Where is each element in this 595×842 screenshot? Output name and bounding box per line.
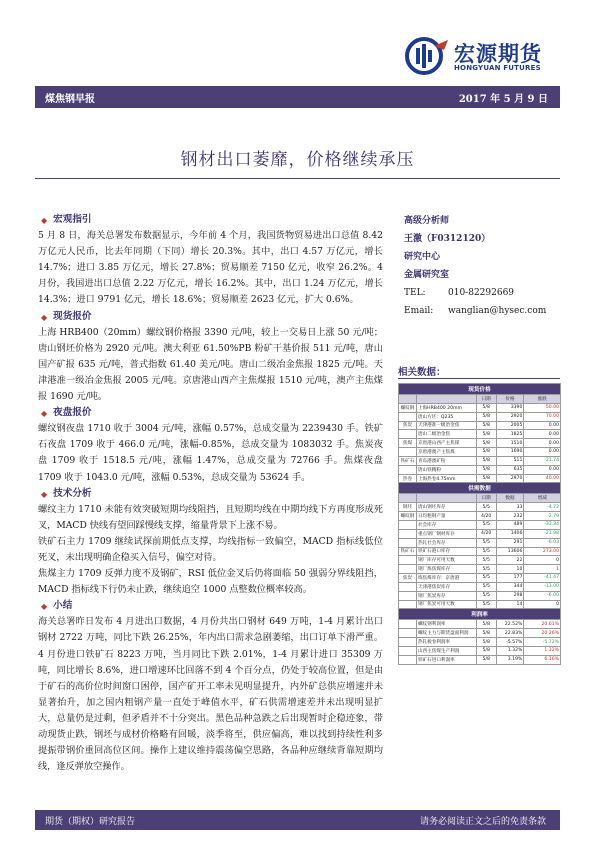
row-category xyxy=(399,565,417,574)
row-change: 20.26% xyxy=(524,629,561,638)
row-value: 291 xyxy=(496,538,524,547)
row-value: 1406 xyxy=(496,529,524,538)
table-row xyxy=(399,646,561,655)
section-head: ◆ 小结 xyxy=(38,598,383,614)
section-paragraph: 5 月 8 日，海关总署发布数据显示，今年前 4 个月，我国货物贸易进出口总值 8.42 万亿元人民币，比去年同期（下同）增长 20.3%。其中，出口 4.57 万亿元，增长 14.7%；进口 3.85 万亿元，增长 27.8%；贸易顺差 7150 亿元，收窄 26.2%。4 月份，我国进出口总值 2.22 万亿元，增长 16.2%。其中，出口 1.24 万亿元，增长 14.3%；进口 9791 亿元，增长 18.6%；贸易顺差 2623 亿元，扩大 0.6%。 xyxy=(38,230,383,306)
table-row xyxy=(399,582,561,591)
section-paragraph: 铁矿石主力 1709 继续试探前期低点支撑，均线指标一致偏空，MACD 指标线低位死叉，未出现明确企稳买入信号，偏空对待。 xyxy=(38,535,383,563)
row-value: 22.83% xyxy=(496,629,524,638)
row-change: 0.00 xyxy=(524,465,561,474)
row-category xyxy=(399,556,417,565)
related-data-heading: 相关数据： xyxy=(398,367,446,378)
footer-disclaimer: 请务必阅读正文之后的免责条款 xyxy=(419,817,546,827)
table-row xyxy=(399,529,561,538)
row-value: 1510 xyxy=(496,439,524,448)
table-row xyxy=(399,448,561,457)
analyst-tel: TEL: 010-82292669 xyxy=(404,288,515,298)
row-category: 焦煤 xyxy=(399,439,417,448)
row-category xyxy=(399,412,417,421)
row-change: 50.00 xyxy=(524,403,561,412)
table-row xyxy=(399,547,561,556)
row-change: -41.47 xyxy=(524,574,561,583)
row-change: 40.00 xyxy=(524,474,561,483)
table-row xyxy=(399,556,561,565)
table-column-header xyxy=(399,395,561,404)
column-header-cell: 数据 xyxy=(496,494,524,503)
row-value: 14 xyxy=(496,600,524,609)
row-change: -6.03 xyxy=(524,538,561,547)
row-date: 5/5 xyxy=(476,503,496,512)
column-header-cell: 日期 xyxy=(476,395,496,404)
row-category xyxy=(399,629,417,638)
row-category xyxy=(399,529,417,538)
row-value: -5.57% xyxy=(496,638,524,647)
row-item: 热轧板卷利润率 xyxy=(416,638,476,647)
table-row xyxy=(399,474,561,483)
row-value: 3.19% xyxy=(496,655,524,664)
row-item: 钢厂焦炭库存 xyxy=(416,591,476,600)
row-date: 5/8 xyxy=(476,421,496,430)
row-change: 20.61% xyxy=(524,620,561,629)
row-item: 青岛港澳矿粉 xyxy=(416,456,476,465)
row-value: 489 xyxy=(496,520,524,529)
row-item: 日均粗钢产量 xyxy=(416,512,476,521)
title-divider xyxy=(35,178,560,179)
row-date: 5/8 xyxy=(476,629,496,638)
row-item: 京唐港山西产主焦煤 xyxy=(416,439,476,448)
table-row xyxy=(399,655,561,664)
row-value: 177 xyxy=(496,574,524,583)
report-title: 钢材出口萎靡，价格继续承压 xyxy=(180,150,415,170)
row-date: 4/20 xyxy=(476,512,496,521)
row-value: 1825 xyxy=(496,430,524,439)
row-change: 0 xyxy=(524,556,561,565)
column-header-cell: 日期 xyxy=(476,494,496,503)
section-paragraph: 焦煤主力 1709 反弹力度不及钢矿，RSI 低位金叉后仍将面临 50 强弱分界线阻挡，MACD 指标线下行仍未止跌，继续追空 1000 点整数位概率较高。 xyxy=(38,568,383,596)
row-change: 0.00 xyxy=(524,430,561,439)
row-change: 1.32% xyxy=(524,646,561,655)
row-value: 33 xyxy=(496,503,524,512)
analyst-email[interactable]: Email: wanglian@hysec.com xyxy=(404,306,547,316)
section-head: ◆ 现货报价 xyxy=(38,309,383,325)
section-paragraph: 螺纹主力 1710 未能有效突破短期均线阻挡，且短期均线在中期均线下方再度形成死叉，MACD 快线有望回踩慢线支撑，缩量背景下上涨不易。 xyxy=(38,503,383,531)
section-head: ◆ 技术分析 xyxy=(38,486,383,502)
row-date: 5/8 xyxy=(476,448,496,457)
row-change: 70.00 xyxy=(524,412,561,421)
main-content xyxy=(38,212,383,775)
row-change: 6.16% xyxy=(524,655,561,664)
table-row xyxy=(399,503,561,512)
table-section-title: 现货价格 xyxy=(399,384,561,395)
table-section-title: 供需数据 xyxy=(399,483,561,494)
diamond-bullet-icon: ◆ xyxy=(41,311,48,322)
report-date: 2017 年 5 月 9 日 xyxy=(458,94,548,105)
row-value: 10 xyxy=(496,565,524,574)
row-item: 钢厂焦炭可用天数 xyxy=(416,600,476,609)
row-item: 螺纹钢利润率 xyxy=(416,620,476,629)
row-item: 唐山方坯：Q235 xyxy=(416,412,476,421)
row-category xyxy=(399,638,417,647)
row-category: 热卷 xyxy=(399,474,417,483)
column-header-cell: 涨跌 xyxy=(524,395,561,404)
row-value: 344 xyxy=(496,582,524,591)
row-date: 5/8 xyxy=(476,465,496,474)
row-date: 5/5 xyxy=(476,600,496,609)
row-item: 炼焦煤库存：京唐港 xyxy=(416,574,476,583)
section-head: ◆ 宏观指引 xyxy=(38,212,383,228)
row-category xyxy=(399,646,417,655)
row-value: 3390 xyxy=(496,403,524,412)
diamond-bullet-icon: ◆ xyxy=(41,408,48,419)
column-header-cell: 增减 xyxy=(524,494,561,503)
row-category: 铁矿石 xyxy=(399,547,417,556)
row-value: 22.52% xyxy=(496,620,524,629)
row-change: -21.98 xyxy=(524,529,561,538)
column-header-cell xyxy=(399,395,417,404)
table-row xyxy=(399,591,561,600)
footer-band xyxy=(35,810,560,830)
logo-name-cn: 宏源期货 xyxy=(454,42,542,66)
row-item: 京唐港澳产主焦煤 xyxy=(416,448,476,457)
row-value: 2970 xyxy=(496,474,524,483)
row-value: 13606 xyxy=(496,547,524,556)
row-date: 5/5 xyxy=(476,565,496,574)
row-category xyxy=(399,620,417,629)
row-date: 5/8 xyxy=(476,646,496,655)
analyst-subdept: 金属研究室 xyxy=(404,270,450,280)
row-category xyxy=(399,591,417,600)
table-row xyxy=(399,512,561,521)
row-value: 22 xyxy=(496,556,524,565)
row-value: 298 xyxy=(496,591,524,600)
row-item: 山西主焦煤生产利润 xyxy=(416,646,476,655)
diamond-bullet-icon: ◆ xyxy=(41,601,48,612)
row-item: 天津港焦炭库存 xyxy=(416,582,476,591)
row-item: 螺纹主力与期货盘面利润 xyxy=(416,629,476,638)
row-item: 唐山铁精粉 xyxy=(416,465,476,474)
row-date: 5/5 xyxy=(476,591,496,600)
row-change: -2.79 xyxy=(524,512,561,521)
row-value: 1690 xyxy=(496,448,524,457)
row-change: -4.72 xyxy=(524,503,561,512)
row-category xyxy=(399,465,417,474)
table-row xyxy=(399,412,561,421)
row-date: 5/8 xyxy=(476,439,496,448)
row-item: 唐山二级冶金焦 xyxy=(416,430,476,439)
row-date: 5/8 xyxy=(476,456,496,465)
report-type: 煤焦钢早报 xyxy=(45,94,95,105)
row-item: 唐山钢坯库存 xyxy=(416,503,476,512)
row-change: 0.00 xyxy=(524,439,561,448)
row-date: 5/5 xyxy=(476,538,496,547)
logo-mark-icon xyxy=(404,36,450,76)
row-category xyxy=(399,582,417,591)
table-row xyxy=(399,465,561,474)
row-item: 铁矿石进口利润率 xyxy=(416,655,476,664)
row-category xyxy=(399,538,417,547)
row-value: 511 xyxy=(496,456,524,465)
row-item: 上海HRB400 20mm xyxy=(416,403,476,412)
row-change: -21.74 xyxy=(524,456,561,465)
row-date: 5/8 xyxy=(476,474,496,483)
row-value: 2005 xyxy=(496,421,524,430)
table-section-header xyxy=(399,483,561,494)
section-head: ◆ 夜盘报价 xyxy=(38,405,383,421)
row-item: 天津港准一级冶金焦 xyxy=(416,421,476,430)
row-change: 0 xyxy=(524,600,561,609)
row-category: 螺纹钢 xyxy=(399,403,417,412)
row-change: 273.00 xyxy=(524,547,561,556)
logo-name-en: HONGYUAN FUTURES xyxy=(454,64,541,72)
company-logo xyxy=(404,36,554,76)
table-row xyxy=(399,439,561,448)
header-band xyxy=(35,86,560,108)
row-category: 焦炭 xyxy=(399,421,417,430)
analyst-dept: 研究中心 xyxy=(404,252,441,262)
column-header-cell xyxy=(416,494,476,503)
analyst-name: 王激（F0312120） xyxy=(404,234,491,244)
row-category: 钢坯 xyxy=(399,503,417,512)
related-data-divider xyxy=(398,378,560,379)
section-paragraph: 上海 HRB400（20mm）螺纹钢价格报 3390 元/吨，较上一交易日上涨 50 元/吨；唐山钢坯价格为 2920 元/吨。澳大利亚 61.50%PB 粉矿干基价报 511 元/吨，唐山国产矿报 635 元/吨，普式指数 61.40 美元/吨。唐山二级冶金焦报 1825 元/吨。天津港准一级冶金焦报 2005 元/吨。京唐港山西产主焦煤报 1510 元/吨，澳产主焦煤报 1690 元/吨。 xyxy=(38,326,383,403)
row-item: 钢厂库存可用天数 xyxy=(416,556,476,565)
row-category xyxy=(399,520,417,529)
row-value: 2920 xyxy=(496,412,524,421)
table-row xyxy=(399,403,561,412)
column-header-cell xyxy=(399,494,417,503)
row-date: 5/8 xyxy=(476,620,496,629)
row-change: -5.72% xyxy=(524,638,561,647)
row-category xyxy=(399,600,417,609)
footer-report-type: 期货（期权）研究报告 xyxy=(45,817,136,827)
table-section-header xyxy=(399,609,561,620)
row-date: 5/8 xyxy=(476,430,496,439)
row-date: 5/8 xyxy=(476,655,496,664)
diamond-bullet-icon: ◆ xyxy=(41,488,48,499)
row-date: 5/5 xyxy=(476,556,496,565)
table-row xyxy=(399,574,561,583)
row-date: 5/5 xyxy=(476,547,496,556)
row-item: 热轧社会库存 xyxy=(416,538,476,547)
row-category: 螺纹钢 xyxy=(399,512,417,521)
row-item: 社会库存 xyxy=(416,520,476,529)
row-change: 1 xyxy=(524,565,561,574)
table-row xyxy=(399,430,561,439)
row-category xyxy=(399,655,417,664)
row-category xyxy=(399,430,417,439)
row-date: 5/5 xyxy=(476,582,496,591)
row-item: 钢厂炼焦煤库存 xyxy=(416,565,476,574)
row-date: 5/5 xyxy=(476,574,496,583)
table-row xyxy=(399,600,561,609)
row-date: 5/5 xyxy=(476,520,496,529)
table-section-header xyxy=(399,384,561,395)
row-value: 232 xyxy=(496,512,524,521)
row-date: 5/8 xyxy=(476,412,496,421)
table-row xyxy=(399,629,561,638)
table-row xyxy=(399,538,561,547)
row-category: 铁矿石 xyxy=(399,456,417,465)
column-header-cell: 价格 xyxy=(496,395,524,404)
row-item: 铁矿石港口库存 xyxy=(416,547,476,556)
row-change: -6.00 xyxy=(524,591,561,600)
market-data-table xyxy=(398,383,561,665)
table-row xyxy=(399,638,561,647)
row-value: 635 xyxy=(496,465,524,474)
table-row xyxy=(399,456,561,465)
table-row xyxy=(399,565,561,574)
row-category: 焦炭 xyxy=(399,574,417,583)
analyst-info xyxy=(404,212,564,320)
table-row xyxy=(399,421,561,430)
row-item: 重点钢厂钢材库存 xyxy=(416,529,476,538)
table-section-title: 利润率 xyxy=(399,609,561,620)
row-item: 上海热卷4.75mm xyxy=(416,474,476,483)
diamond-bullet-icon: ◆ xyxy=(41,215,48,225)
row-date: 5/8 xyxy=(476,638,496,647)
row-change: -33.34 xyxy=(524,520,561,529)
column-header-cell xyxy=(416,395,476,404)
row-date: 5/8 xyxy=(476,403,496,412)
section-paragraph: 海关总署昨日发布 4 月进出口数据，4 月份共出口钢材 649 万吨，1-4 月累计出口钢材 2722 万吨，同比下跌 26.25%，年内出口需求急剧萎缩，出口订单下滑严重。4 月份进口铁矿石 8223 万吨，当月同比下跌 2.01%，1-4 月累计进口 35309 万吨，同比增长 8.6%，进口增速环比回落不到 4 个百分点，仍处于较高位置，但是由于矿石的高价位时间窗口困停，国产矿开工率未见明显提升，内外矿总供应增速并未显著抬升，加之国内粗钢产量一直处于峰值水平，矿石供需增速差并未出现明显扩大，总量仍是过剩，但矛盾并不十分突出。黑色品种急跌之后出现暂时企稳迹象，带动现货止跌，钢坯与成材价格略有回暖，淡季将至，供应偏高，难以找到持续性利多提振带钢价重回高位区间。操作上建议维持震荡偏空思路，各品种应继续背靠短期均线，逢反弹放空操作。 xyxy=(38,616,383,773)
row-change: 0.00 xyxy=(524,421,561,430)
table-row xyxy=(399,520,561,529)
table-row xyxy=(399,620,561,629)
row-value: 1.32% xyxy=(496,646,524,655)
row-change: -13.00 xyxy=(524,582,561,591)
section-paragraph: 螺纹钢夜盘 1710 收于 3004 元/吨，涨幅 0.57%，总成交量为 2239430 手。铁矿石夜盘 1709 收于 466.0 元/吨，涨幅-0.85%，总成交量为 1083032 手。焦炭夜盘 1709 收于 1518.5 元/吨，涨幅 1.47%，总成交量为 72766 手。焦煤夜盘 1709 收于 1043.0 元/吨，涨幅 0.53%，总成交量为 53624 手。 xyxy=(38,423,383,483)
row-date: 4/20 xyxy=(476,529,496,538)
row-category xyxy=(399,448,417,457)
analyst-role: 高级分析师 xyxy=(404,216,450,226)
row-change: 0.00 xyxy=(524,448,561,457)
table-column-header xyxy=(399,494,561,503)
